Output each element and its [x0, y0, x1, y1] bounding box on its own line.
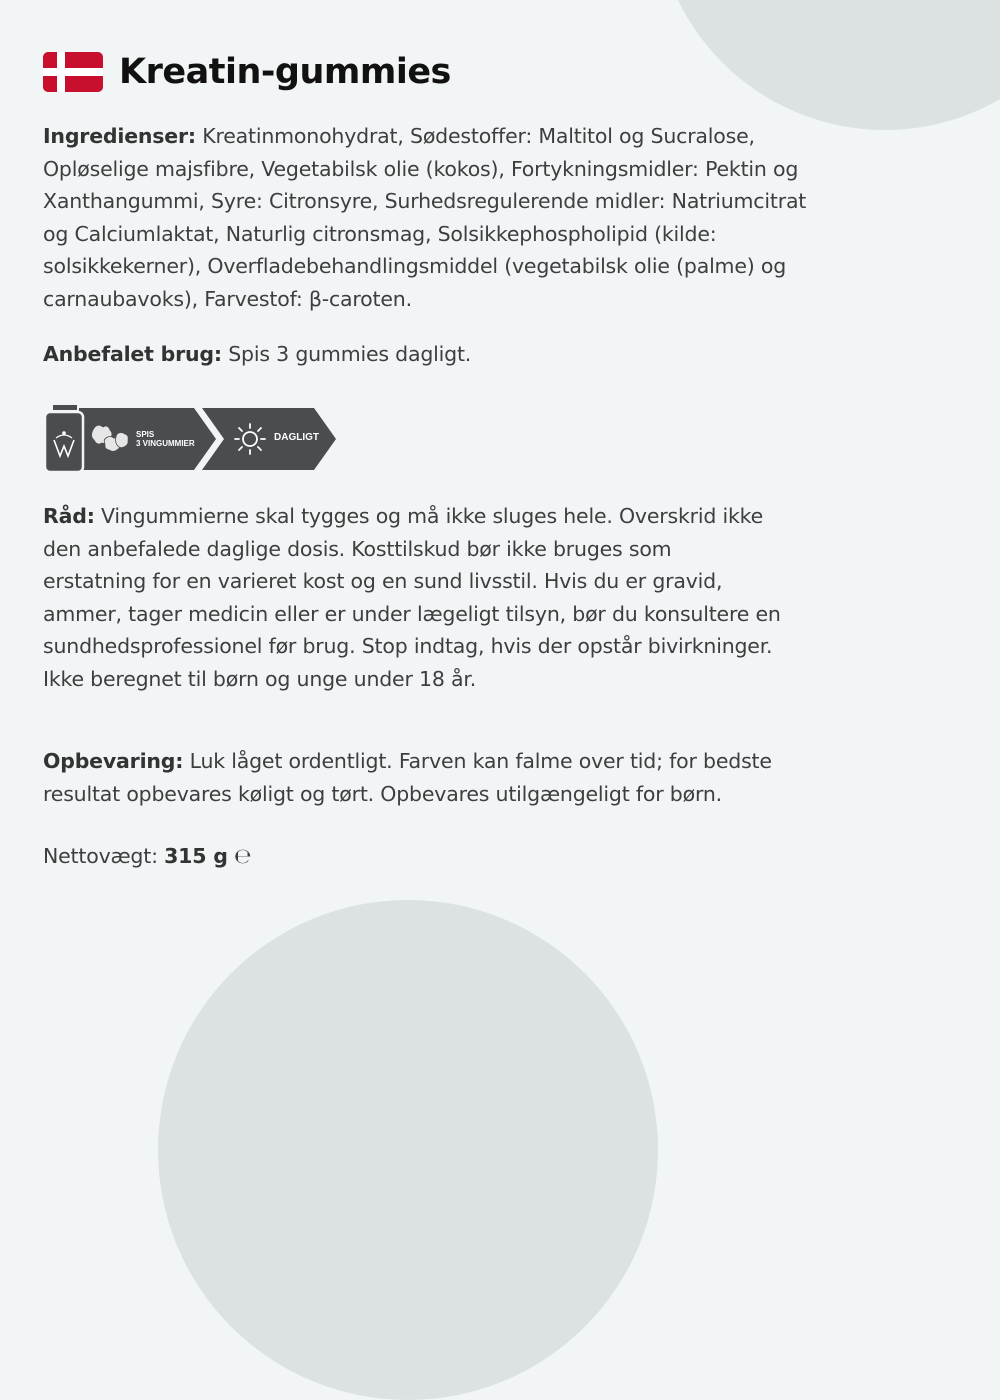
jar-logo-icon: [45, 404, 83, 472]
net-weight-section: [43, 840, 963, 873]
ingredients-section: Ingredienser: Kreatinmonohydrat, Sødestoffer: Maltitol og Sucralose, Opløselige majsfibre, Vegetabilsk olie (kokos), Fortykningsmidler: Pektin og Xanthangummi, Syre: Citronsyre, Surhedsregulerende midler: Natriumcitrat og Calciumlaktat, Naturlig citronsmag, Solsikkephospholipid (kilde: solsikkekerner), Overfladebehandlingsmiddel (vegetabilsk olie (palme) og carnaubavoks), Farvestof: β-caroten.: [43, 124, 807, 311]
usage-text: Spis 3 gummies dagligt.: [221, 342, 472, 366]
product-header: [43, 52, 451, 92]
usage-banner: [44, 404, 344, 474]
storage-section: Opbevaring: Luk låget ordentligt. Farven kan falme over tid; for bedste resultat opbevares køligt og tørt. Opbevares utilgængeligt for børn.: [43, 749, 772, 806]
net-weight-value: 315 g: [164, 844, 228, 868]
step-eat-label: SPIS 3 VINGUMMIER: [136, 430, 195, 448]
advice-section: Råd: Vingummierne skal tygges og må ikke sluges hele. Overskrid ikke den anbefalede daglige dosis. Kosttilskud bør ikke bruges som erstatning for en varieret kost og en sund livsstil. Hvis du er gravid, ammer, tager medicin eller er under lægeligt tilsyn, bør du konsultere en sundhedsprofessionel før brug. Stop indtag, hvis der opstår bivirkninger. Ikke beregnet til børn og unge under 18 år.: [43, 504, 781, 691]
usage-label: Anbefalet brug:: [43, 342, 222, 366]
denmark-flag-icon: [43, 52, 103, 92]
net-weight-label: Nettovægt:: [43, 844, 165, 868]
product-title: Kreatin-gummies: [119, 52, 451, 92]
estimated-sign-icon: ℮: [234, 844, 252, 868]
storage-label: Opbevaring:: [43, 749, 184, 773]
usage-section: [43, 338, 963, 371]
advice-label: Råd:: [43, 504, 95, 528]
decorative-circle-top: [655, 0, 1000, 130]
step-daily-label: DAGLIGT: [274, 432, 319, 443]
ingredients-label: Ingredienser:: [43, 124, 196, 148]
decorative-circle-bottom: [158, 900, 658, 1400]
